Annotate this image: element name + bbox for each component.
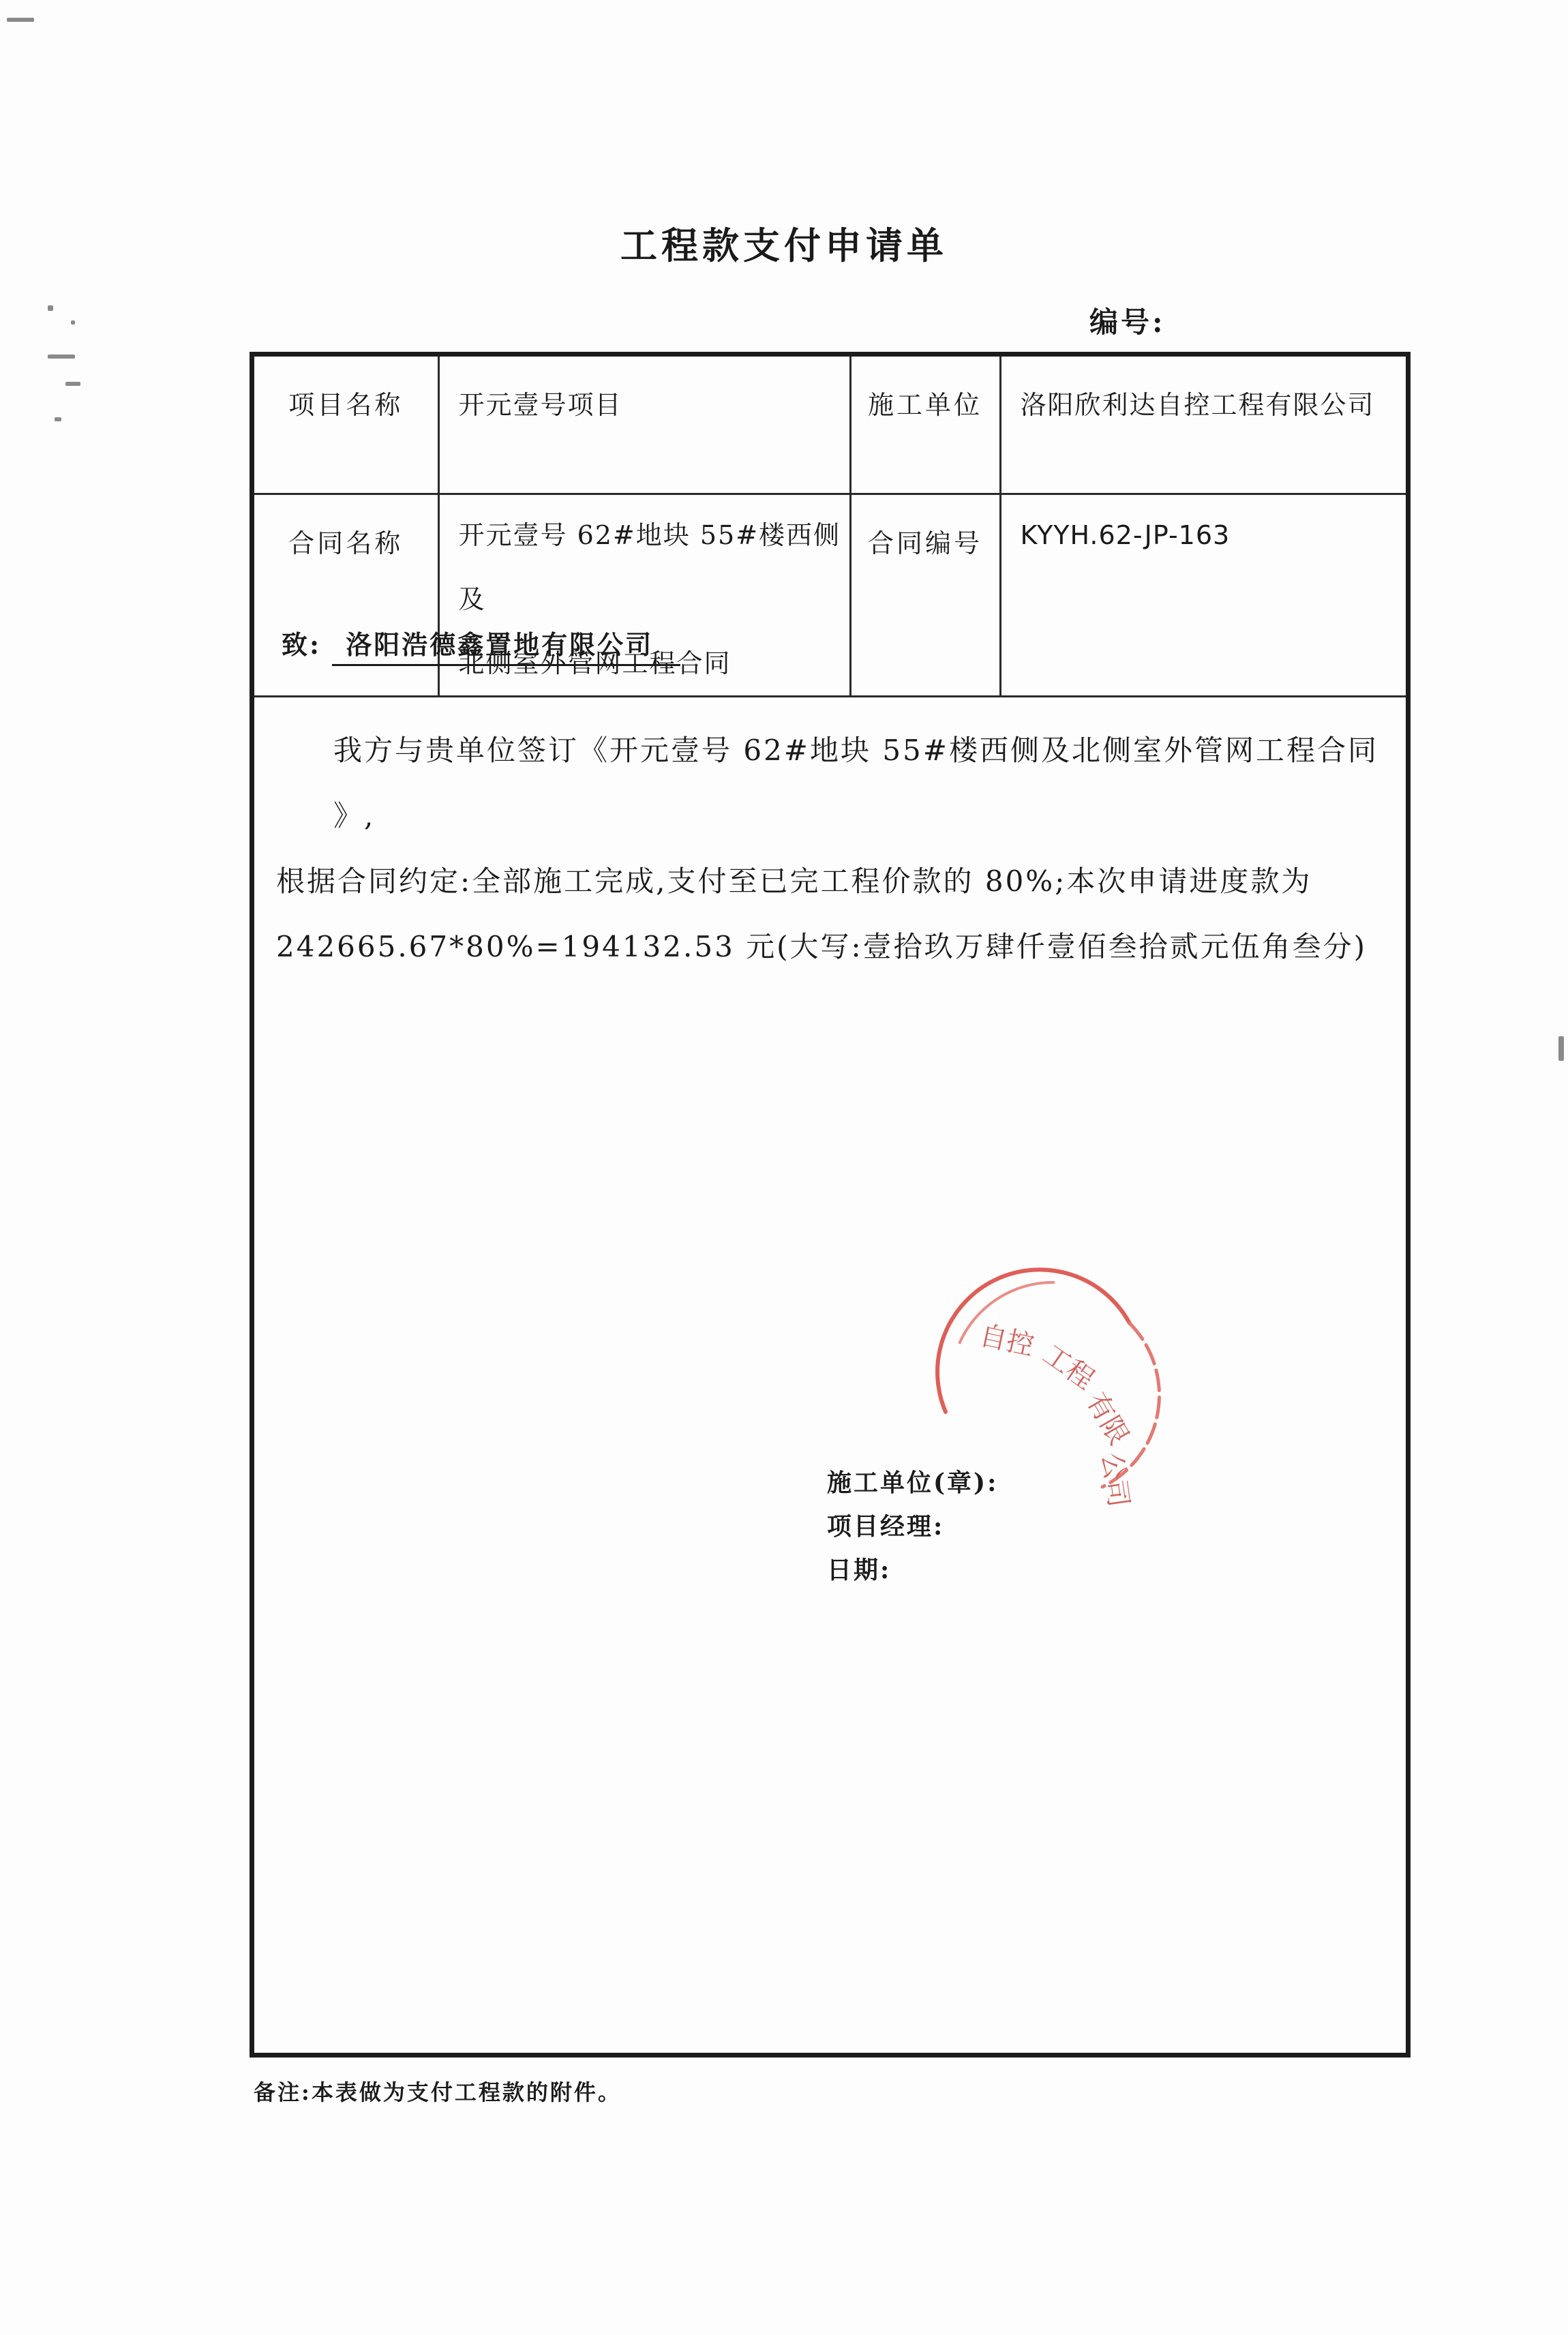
scan-speck [65, 382, 80, 386]
document-number-label: 编号: [1089, 305, 1166, 339]
signature-block [827, 1461, 998, 1592]
contract-name-line2: 北侧室外管网工程合同 [458, 648, 732, 678]
addressee-name: 洛阳浩德鑫置地有限公司 [332, 624, 680, 666]
contractor-value: 洛阳欣利达自控工程有限公司 [1000, 357, 1406, 494]
contract-no-label: 合同编号 [850, 494, 1000, 697]
document-title: 工程款支付申请单 [620, 224, 948, 267]
scan-speck [55, 417, 61, 421]
addressee-line [282, 624, 680, 666]
contract-name-line1: 开元壹号 62#地块 55#楼西侧及 [458, 520, 841, 614]
contractor-seal-label: 施工单位(章): [827, 1468, 999, 1497]
addressee-prefix: 致: [282, 629, 322, 660]
table-row [254, 357, 1406, 494]
contract-no-value: KYYH.62-JP-163 [1000, 494, 1406, 697]
scan-speck [1558, 1036, 1564, 1061]
remark-note: 备注:本表做为支付工程款的附件。 [254, 2079, 622, 2105]
svg-text:工程: 工程 [1037, 1338, 1100, 1396]
scan-speck [48, 305, 53, 311]
body-line-2: 根据合同约定:全部施工完成,支付至已完工程价款的 80%;本次申请进度款为 [276, 864, 1312, 898]
scan-speck [48, 355, 75, 359]
request-body [276, 718, 1394, 980]
body-line-1: 我方与贵单位签订《开元壹号 62#地块 55#楼西侧及北侧室外管网工程合同 》, [333, 734, 1378, 832]
scan-speck [7, 18, 34, 22]
svg-text:自控: 自控 [976, 1319, 1037, 1362]
project-manager-label: 项目经理: [827, 1512, 945, 1541]
svg-text:公司: 公司 [1096, 1450, 1134, 1509]
project-name-value: 开元壹号项目 [438, 357, 850, 494]
scan-speck [71, 320, 75, 325]
svg-text:有限: 有限 [1080, 1387, 1135, 1451]
form-frame [250, 352, 1411, 2058]
contractor-label: 施工单位 [850, 357, 1000, 494]
date-label: 日期: [827, 1556, 892, 1584]
contract-name-label: 合同名称 [254, 494, 438, 697]
project-name-label: 项目名称 [254, 357, 438, 494]
body-line-3: 242665.67*80%=194132.53 元(大写:壹拾玖万肆仟壹佰叁拾贰元伍角叁分) [276, 930, 1368, 963]
